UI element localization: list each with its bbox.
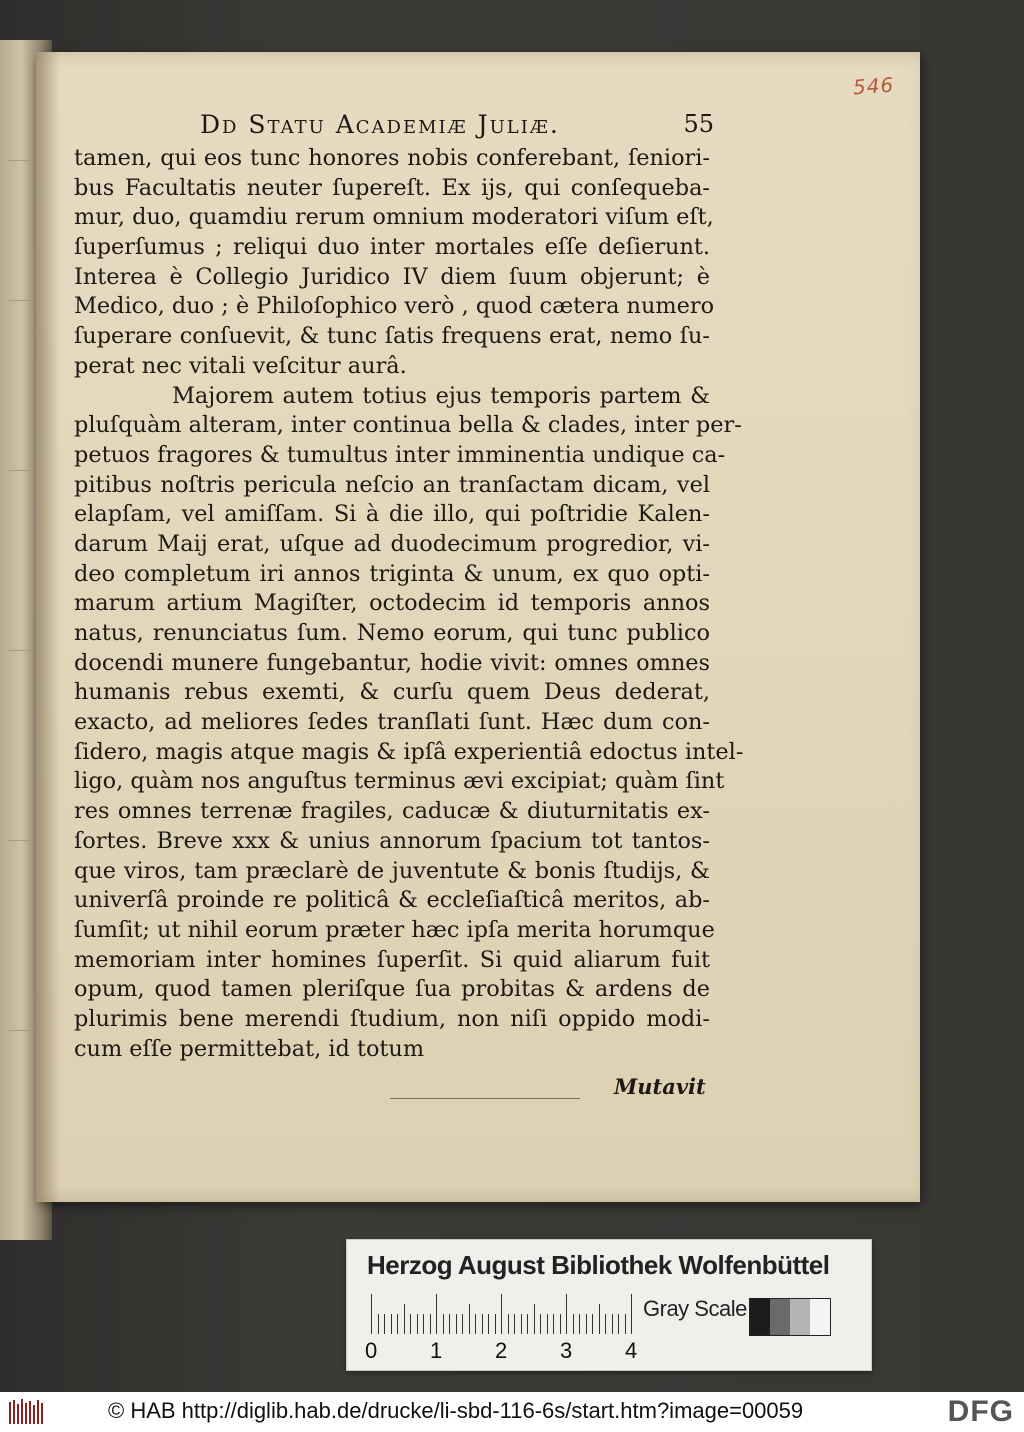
ruler-tick [495,1314,496,1334]
ruler-tick [462,1314,463,1334]
running-head [74,110,714,144]
dfg-logo: DFG [947,1395,1014,1428]
gray-scale-strip [749,1298,831,1336]
ruler-tick [378,1314,379,1334]
ruler-tick [404,1304,405,1334]
footer-bar [0,1392,1024,1432]
ruler-tick [540,1314,541,1334]
text-line: ſidero, magis atque magis & ipſâ experientiâ edoctus intel- [74,738,744,765]
ruler-tick [391,1314,392,1334]
ruler-tick [410,1314,411,1334]
ruler-tick [443,1314,444,1334]
ruler-tick [586,1314,587,1334]
scale-card [346,1239,872,1371]
text-line: ſumſit; ut nihil eorum præter hæc ipſa merita horumque [74,916,715,943]
text-line: docendi munere fungebantur, hodie vivit: omnes omnes [74,649,710,676]
ruler-tick [430,1314,431,1334]
text-line: opum, quod tamen pleriſque ſua probitas & ardens de [74,976,710,1003]
ruler-tick [573,1314,574,1334]
ruler-tick [625,1314,626,1334]
ruler-tick [560,1314,561,1334]
ruler-number: 4 [625,1338,638,1363]
ruler-tick [449,1314,450,1334]
ruler-tick [553,1314,554,1334]
ruler-tick [469,1304,470,1334]
ruler-number: 2 [495,1338,508,1363]
ruler-tick [592,1314,593,1334]
copyright-url-text: © HAB http://diglib.hab.de/drucke/li-sbd-116-6s/start.htm?image=00059 [108,1398,804,1423]
page-number: 55 [683,110,714,138]
ruler-tick [417,1314,418,1334]
ruler-tick [514,1314,515,1334]
ruler-tick [547,1314,548,1334]
ruler-tick [508,1314,509,1334]
text-line: mur, duo, quamdiu rerum omnium moderatori viſum eſt, [74,204,714,231]
text-line: ſuperſumus ; reliqui duo inter mortales eſſe deſierunt. [74,234,710,261]
text-line: petuos fragores & tumultus inter imminentia undique ca- [74,441,726,468]
running-head-title: Dd Statu Academiæ Juliæ. [200,110,560,139]
catchword: Mutavit [614,1074,706,1099]
gray-scale-label: Gray Scale [643,1296,747,1321]
ruler-tick [566,1294,567,1334]
handwritten-folio-number: 546 [852,72,895,100]
text-line: pitibus noſtris pericula neſcio an tranſactam dicam, vel [74,471,710,498]
ruler-numbers [361,1338,651,1364]
gray-patch [790,1299,810,1335]
hab-logo-icon [8,1398,46,1426]
page-gutter [36,52,60,1202]
text-line: memoriam inter homines ſuperſit. Si quid aliarum fuit [74,946,710,973]
ruler-tick [605,1314,606,1334]
body-text [74,144,744,1064]
catchword-rule [390,1098,580,1099]
text-line: plurimis bene merendi ſtudium, non niſi oppido modi- [74,1005,710,1032]
ruler-tick [482,1314,483,1334]
ruler-tick [397,1314,398,1334]
text-line: ligo, quàm nos anguſtus terminus ævi excipiat; quàm ſint [74,768,725,795]
ruler-number: 1 [430,1338,443,1363]
ruler-tick [631,1294,632,1334]
ruler-tick [534,1304,535,1334]
text-line: bus Facultatis neuter ſupereſt. Ex ijs, qui conſequeba- [74,174,710,201]
text-line: Majorem autem totius ejus temporis partem & [172,382,710,409]
gray-patch [810,1299,830,1335]
text-line: Medico, duo ; è Philoſophico verò , quod cætera numero [74,293,715,320]
ruler-number: 0 [365,1338,378,1363]
text-line: que viros, tam præclarè de juventute & bonis ſtudijs, & [74,857,710,884]
library-name: Herzog August Bibliothek Wolfenbüttel [367,1250,830,1280]
ruler-tick [501,1294,502,1334]
text-line: perat nec vitali veſcitur aurâ. [74,352,407,379]
text-line: darum Maij erat, uſque ad duodecimum progredior, vi- [74,530,710,557]
text-line: exacto, ad meliores ſedes tranſlati ſunt. Hæc dum con- [74,709,710,736]
gray-patch [770,1299,790,1335]
centimeter-ruler [371,1294,631,1334]
ruler-tick [423,1314,424,1334]
ruler-tick [527,1314,528,1334]
text-line: natus, renunciatus ſum. Nemo eorum, qui tunc publico [74,620,710,646]
gray-patch [750,1299,770,1335]
ruler-tick [579,1314,580,1334]
text-line: elapſam, vel amiſſam. Si à die illo, qui poſtridie Kalen- [74,501,710,528]
ruler-tick [618,1314,619,1334]
text-line: deo completum iri annos triginta & unum, ex quo opti- [74,560,710,587]
text-line: humanis rebus exemti, & curſu quem Deus dederat, [74,679,710,706]
text-line: Interea è Collegio Juridico IV diem ſuum objerunt; è [74,263,710,290]
ruler-tick [488,1314,489,1334]
ruler-tick [475,1314,476,1334]
text-line: tamen, qui eos tunc honores nobis conferebant, ſeniori- [74,145,710,171]
ruler-tick [521,1314,522,1334]
ruler-tick [612,1314,613,1334]
ruler-tick [599,1304,600,1334]
text-line: ſortes. Breve xxx & unius annorum ſpacium tot tantos- [74,827,710,854]
text-line: univerſâ proinde re politicâ & eccleſiaſticâ meritos, ab- [74,887,710,914]
ruler-tick [384,1314,385,1334]
text-line: res omnes terrenæ fragiles, caducæ & diuturnitatis ex- [74,798,710,825]
ruler-tick [371,1294,372,1334]
text-line: ſuperare conſuevit, & tunc ſatis frequens erat, nemo ſu- [74,323,710,350]
text-line: cum eſſe permittebat, id totum [74,1035,425,1062]
text-line: marum artium Magiſter, octodecim id temporis annos [74,590,710,617]
text-line: pluſquàm alteram, inter continua bella & clades, inter per- [74,412,742,439]
ruler-tick [456,1314,457,1334]
ruler-number: 3 [560,1338,573,1363]
ruler-tick [436,1294,437,1334]
